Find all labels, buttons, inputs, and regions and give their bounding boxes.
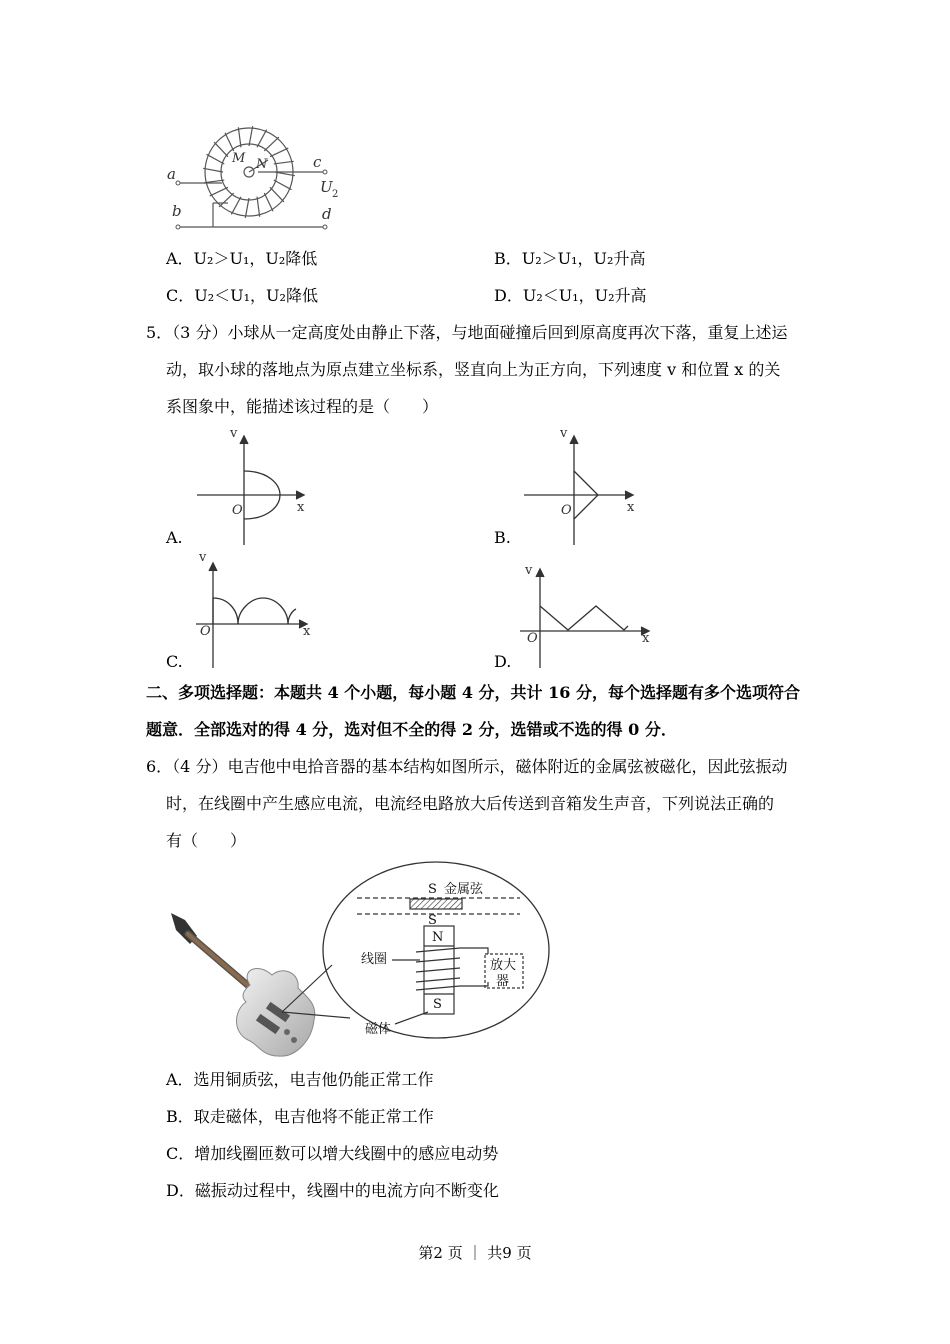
q5c-origin: O [200, 624, 211, 639]
label-b: b [172, 202, 182, 220]
label-magnet: 磁体 [365, 1022, 392, 1037]
q5a-origin: O [232, 503, 243, 518]
label-n: N [256, 157, 268, 172]
q5a-axis-x: x [297, 500, 305, 515]
q4-option-c: C．U₂＜U₁，U₂降低 [166, 286, 318, 305]
q5d-axis-v: v [525, 563, 533, 578]
svg-text:2: 2 [332, 189, 339, 200]
label-m: M [232, 151, 246, 166]
section2-line-1: 二、多项选择题：本题共 4 个小题，每小题 4 分，共计 16 分，每个选择题有多个选项符合 [146, 683, 800, 702]
q5-label-d: D. [494, 652, 512, 671]
label-amplifier-2: 器 [496, 974, 510, 989]
q5-label-c: C. [166, 652, 183, 671]
q6-option-b: B．取走磁体，电吉他将不能正常工作 [166, 1107, 434, 1126]
section2-line-2: 题意．全部选对的得 4 分，选对但不全的得 2 分，选错或不选的得 0 分． [146, 720, 677, 739]
q5-line-3: 系图象中，能描述该过程的是（ ） [166, 397, 439, 416]
q5d-origin: O [527, 631, 538, 646]
label-metal-string: 金属弦 [444, 882, 484, 897]
label-c: c [313, 153, 322, 171]
label-s-bot: S [433, 997, 442, 1012]
q6-option-c: C．增加线圈匝数可以增大线圈中的感应电动势 [166, 1144, 499, 1163]
label-d: d [322, 205, 332, 223]
q5-line-1: 5．（3 分）小球从一定高度处由静止下落，与地面碰撞后回到原高度再次下落，重复上述运 [146, 323, 788, 342]
label-amplifier-1: 放大 [490, 958, 517, 973]
q5b-origin: O [561, 503, 572, 518]
label-s-top: S [428, 882, 437, 897]
q4-option-d: D．U₂＜U₁，U₂升高 [494, 286, 647, 305]
guitar-image [171, 913, 315, 1056]
label-u2: U [320, 178, 333, 196]
q5b-axis-v: v [560, 426, 568, 441]
q5b-axis-x: x [627, 500, 635, 515]
q6-option-d: D．磁振动过程中，线圈中的电流方向不断变化 [166, 1181, 499, 1200]
q4-option-a: A．U₂＞U₁，U₂降低 [166, 249, 318, 268]
q5-label-b: B. [494, 528, 511, 547]
q6-line-1: 6．（4 分）电吉他中电拾音器的基本结构如图所示，磁体附近的金属弦被磁化，因此弦振动 [146, 757, 788, 776]
q5-line-2: 动，取小球的落地点为原点建立坐标系，竖直向上为正方向，下列速度 v 和位置 x 的关 [166, 360, 781, 379]
label-a: a [167, 165, 176, 183]
q5a-axis-v: v [230, 426, 238, 441]
q5c-axis-x: x [303, 624, 311, 639]
q6-option-a: A．选用铜质弦，电吉他仍能正常工作 [166, 1070, 434, 1089]
q4-option-b: B．U₂＞U₁，U₂升高 [494, 249, 646, 268]
q5d-axis-x: x [642, 631, 650, 646]
q5-label-a: A. [166, 528, 183, 547]
q6-line-2: 时，在线圈中产生感应电流，电流经电路放大后传送到音箱发生声音，下列说法正确的 [166, 794, 775, 813]
q5c-axis-v: v [199, 550, 207, 565]
label-n: N [432, 930, 444, 945]
label-coil: 线圈 [361, 952, 388, 967]
label-s-mid: S [428, 913, 437, 928]
page-footer: 第2 页 ｜ 共9 页 [418, 1244, 532, 1262]
q6-line-3: 有（ ） [166, 831, 247, 850]
